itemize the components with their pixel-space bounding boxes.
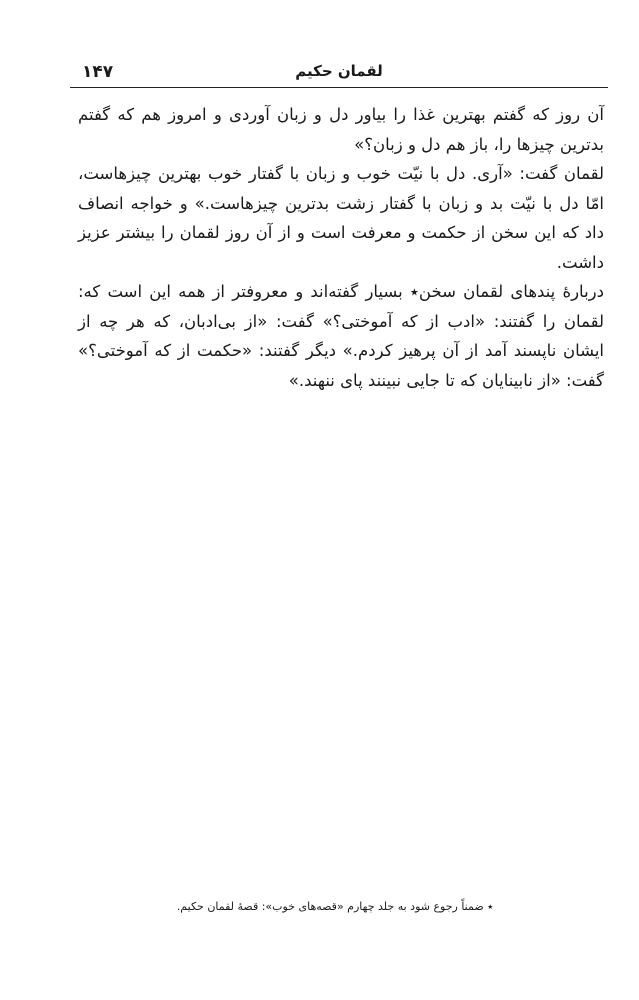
footnote: ٭ ضمناً رجوع شود به جلد چهارم «قصه‌های خوب»: قصهٔ لقمان حکیم. — [176, 900, 494, 913]
page-header — [70, 52, 608, 88]
paragraph-2: لقمان گفت: «آری. دل با نیّت خوب و زبان با گفتار خوب بهترین چیزهاست، امّا دل با نیّت بد و زبان با گفتار زشت بدترین چیزهاست.» و خواجه انصاف داد که این سخن از حکمت و معرفت است و از آن روز لقمان را بیشتر عزیز داشت. — [78, 164, 604, 272]
paragraph-1: آن روز که گفتم بهترین غذا را بیاور دل و زبان آوردی و امروز هم که گفتم بدترین چیزها را، باز هم دل و زبان؟» — [78, 105, 604, 154]
page-number: ۱۴۷ — [82, 62, 114, 82]
header-rule — [70, 87, 608, 88]
body-text — [78, 100, 604, 395]
paragraph-3: دربارهٔ پندهای لقمان سخن٭ بسیار گفته‌اند و معروفتر از همه این است که: لقمان را گفتند: «ادب از که آموختی؟» گفت: «از بی‌ادبان، که هر چه از ایشان ناپسند آمد از آن پرهیز کردم.» دیگر گفتند: «حکمت از که آموختی؟» گفت: «از نابینایان که تا جایی نبینند پای ننهند.» — [78, 282, 604, 390]
running-title: لقمان حکیم — [295, 62, 383, 80]
